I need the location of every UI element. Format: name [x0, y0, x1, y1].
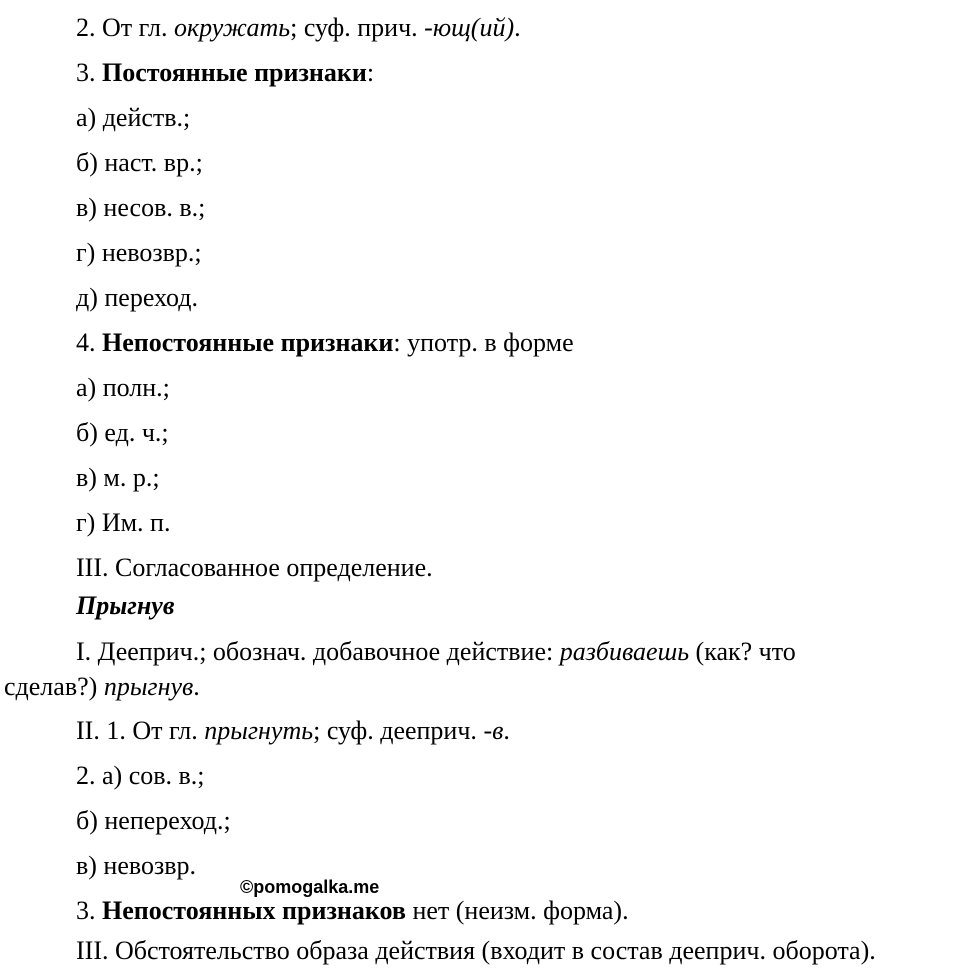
line-7: д) переход. — [76, 283, 199, 312]
text: . — [514, 13, 521, 42]
italic-suffix: -ющ(ий) — [424, 13, 515, 42]
text: сделав?) — [4, 672, 104, 701]
text: нет (неизм. форма). — [405, 896, 629, 925]
text: ; суф. прич. — [290, 13, 425, 42]
text: 4. — [76, 328, 102, 357]
line-5: в) несов. в.; — [76, 193, 206, 222]
line-8 — [76, 328, 574, 358]
watermark: ©pomogalka.me — [240, 877, 380, 897]
text: : употр. в форме — [393, 328, 574, 357]
italic-word: прыгнув — [103, 672, 194, 701]
text: 2. От гл. — [76, 13, 174, 42]
italic-word: прыгнуть — [204, 716, 314, 745]
line-6: г) невозвр.; — [76, 238, 202, 267]
line-18: 2. а) сов. в.; — [76, 761, 205, 790]
line-11: в) м. р.; — [76, 463, 160, 492]
line-4: б) наст. вр.; — [76, 148, 203, 177]
line-9: а) полн.; — [76, 373, 170, 402]
line-10: б) ед. ч.; — [76, 418, 169, 447]
italic-word: окружать — [173, 13, 291, 42]
text: (как? что — [689, 637, 796, 666]
line-12: г) Им. п. — [76, 508, 171, 537]
text: I. Дееприч.; обознач. добавочное действие: — [76, 637, 560, 666]
section-heading: Прыгнув — [76, 591, 175, 620]
text: ; суф. дееприч. — [313, 716, 484, 745]
text: . — [503, 716, 510, 745]
line-15 — [76, 637, 796, 667]
line-19: б) непереход.; — [76, 806, 231, 835]
line-13: III. Согласованное определение. — [76, 553, 433, 582]
text: . — [193, 672, 200, 701]
text: II. 1. От гл. — [76, 716, 205, 745]
line-16 — [4, 672, 200, 702]
line-20: в) невозвр. — [76, 851, 197, 880]
text: : — [366, 58, 375, 87]
line-21 — [76, 896, 629, 926]
line-22: III. Обстоятельство образа действия (входит в состав дееприч. оборота). — [76, 936, 876, 965]
bold-heading: Постоянные признаки — [102, 58, 367, 87]
italic-suffix: -в — [483, 716, 504, 745]
line-1 — [76, 13, 521, 43]
text: 3. — [76, 896, 102, 925]
italic-word: разбиваешь — [559, 637, 690, 666]
text: 3. — [76, 58, 102, 87]
bold-heading: Непостоянные признаки — [102, 328, 394, 357]
line-2 — [76, 58, 374, 88]
line-3: а) действ.; — [76, 103, 191, 132]
line-17 — [76, 716, 510, 746]
bold-heading: Непостоянных признаков — [102, 896, 406, 925]
